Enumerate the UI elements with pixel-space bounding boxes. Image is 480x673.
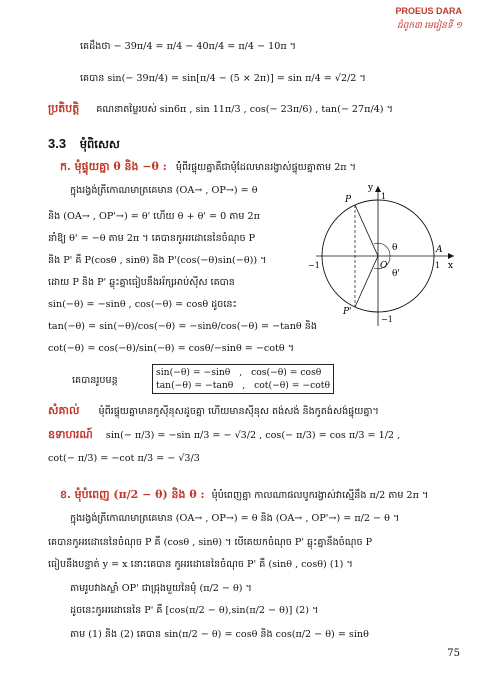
label-minus-one-left: −1 [308, 261, 320, 270]
example-text: sin(− π/3) = −sin π/3 = − √3/2 , cos(− π/3) = cos π/3 = 1/2 , [105, 430, 401, 441]
text-line: និង P' គឺ P(cosθ , sinθ) និង P'(cos(−θ)sin(−θ)) ។ [48, 255, 267, 266]
theta-arc [374, 243, 390, 256]
text-line: តាមរូបវាងស្លាំ OP' ជាជ្រុងមួយនៃមុំ (π/2 − θ) ។ [70, 583, 252, 594]
exercise-text: គណនាតម្លៃរបស់ sin6π , sin 11π/3 , cos(− 23π/6) , tan(− 27π/4) ។ [96, 104, 393, 115]
text-line: cot(− π/3) = −cot π/3 = − √3/3 [48, 453, 200, 464]
unit-circle-figure [308, 180, 458, 330]
section-number: 3.3 [48, 136, 67, 151]
text-line: tan(−θ) = sin(−θ)/cos(−θ) = −sinθ/cos(−θ) = −tanθ និង [48, 321, 317, 332]
text-line: ក្នុងរង្វង់ត្រីកោណមាត្រគេមាន (OA→ , OP→) = θ [70, 185, 258, 196]
label-o: O [380, 261, 388, 271]
text-line: sin(−θ) = −sinθ , cos(−θ) = cosθ ដូចនេះ [48, 299, 237, 310]
subsection-b-text: មុំបំពេញគ្នា កាលណាផលបូករង្វាស់វាស្មើនឹង π/2 តាម 2π ។ [211, 490, 429, 501]
text-line: គេបាន sin(− 39π/4) = sin[π/4 − (5 × 2π)] = sin π/4 = √2/2 ។ [80, 73, 366, 84]
text-line: ដោយ P និង P' ឆ្លុះគ្នាធៀបនឹងអ័ក្សអាប់ស៊ីស គេបាន [48, 277, 235, 288]
text-line: គេបានកូអរដោនេនៃចំណុច P គឺ (cosθ , sinθ) ។ បើគេយកចំណុច P' ឆ្លុះគ្នានឹងចំណុច P [48, 537, 373, 548]
exercise-row [48, 102, 393, 117]
page-number: 75 [447, 648, 460, 659]
note-label: សំគាល់ [48, 404, 80, 417]
text-line: ដូចនេះកូអរដោនេនៃ P' គឺ [cos(π/2 − θ),sin(π/2 − θ)] (2) ។ [70, 605, 319, 616]
subsection-a-title: ក. មុំផ្ទុយគ្នា θ និង −θ : [60, 160, 167, 173]
note-text: មុំពីរផ្ទុយគ្នាមានកូស៊ីនុសដូចគ្នា ហើយមានស៊ីនុស តង់សង់ និងកូតង់សង់ផ្ទុយគ្នា។ [98, 406, 379, 417]
exercise-label: ប្រតិបត្តិ [48, 102, 80, 115]
header-brand: PROEUS DARA [395, 6, 462, 16]
section-heading [48, 136, 120, 154]
label-p: P [345, 195, 352, 205]
x-axis-arrow [448, 253, 454, 259]
label-y: y [368, 183, 374, 193]
subsection-a-row [60, 160, 356, 175]
text-line: គេដឹងថា − 39π/4 = π/4 − 40π/4 = π/4 − 10π ។ [80, 41, 297, 52]
formula-cot: cot(−θ) = −cotθ [254, 380, 331, 391]
formula-tan: tan(−θ) = −tanθ [156, 380, 234, 391]
label-one-right: 1 [435, 261, 441, 270]
subsection-b-title: ខ. មុំបំពេញ (π/2 − θ) និង θ : [60, 488, 205, 501]
text-line: តាម (1) និង (2) គេបាន sin(π/2 − θ) = cosθ និង cos(π/2 − θ) = sinθ [70, 629, 369, 640]
label-one-top: 1 [381, 192, 387, 201]
radius-op-prime [355, 256, 378, 307]
example-row [48, 428, 400, 443]
text-line: cot(−θ) = cos(−θ)/sin(−θ) = cosθ/−sinθ = −cotθ ។ [48, 343, 295, 354]
label-p-prime: P' [343, 307, 352, 317]
formula-sin: sin(−θ) = −sinθ [156, 367, 231, 378]
header-chapter: ជំពូក៣ មេរៀនទី ១ [396, 20, 462, 30]
text-line: ធៀបនឹងបន្ទាត់ y = x នោះគេបាន កូអរដោនេនៃចំណុច P' គឺ (sinθ , cosθ) (1) ។ [48, 559, 353, 570]
example-label: ឧទាហរណ៍ [48, 428, 93, 441]
label-theta-prime: θ' [392, 269, 400, 279]
formula-cos: cos(−θ) = cosθ [251, 367, 322, 378]
radius-op [355, 205, 378, 256]
label-x: x [448, 261, 454, 271]
text-line: នាំឱ្យ θ' = −θ តាម 2π ។ គេបានកូអរដោនេនៃចំណុច P [48, 233, 256, 244]
summary-label: គេបានរូបមន្ត [72, 375, 118, 386]
note-row [48, 404, 379, 419]
label-minus-one-bottom: −1 [381, 315, 393, 324]
label-theta: θ [392, 243, 398, 253]
formula-box [152, 364, 334, 394]
subsection-b-row [60, 488, 428, 503]
label-a: A [436, 245, 443, 255]
section-title: មុំពិសេស [79, 139, 120, 151]
text-line: និង (OA→ , OP'→) = θ' ហើយ θ + θ' = 0 តាម 2π [48, 211, 260, 222]
subsection-a-text: ម៉ុំពីរផ្ទុយគ្នាគឺជាមុំដែលមានរង្វាស់ផ្ទុយគ្នាតាម 2π ។ [175, 162, 356, 173]
text-line: ក្នុងរង្វង់ត្រីកោណមាត្រគេមាន (OA→ , OP→) = θ និង (OA→ , OP'→) = π/2 − θ ។ [70, 513, 400, 524]
formula-row: sin(−θ) = −sinθ , cos(−θ) = cosθ [156, 367, 322, 378]
formula-row: tan(−θ) = −tanθ , cot(−θ) = −cotθ [156, 380, 331, 391]
